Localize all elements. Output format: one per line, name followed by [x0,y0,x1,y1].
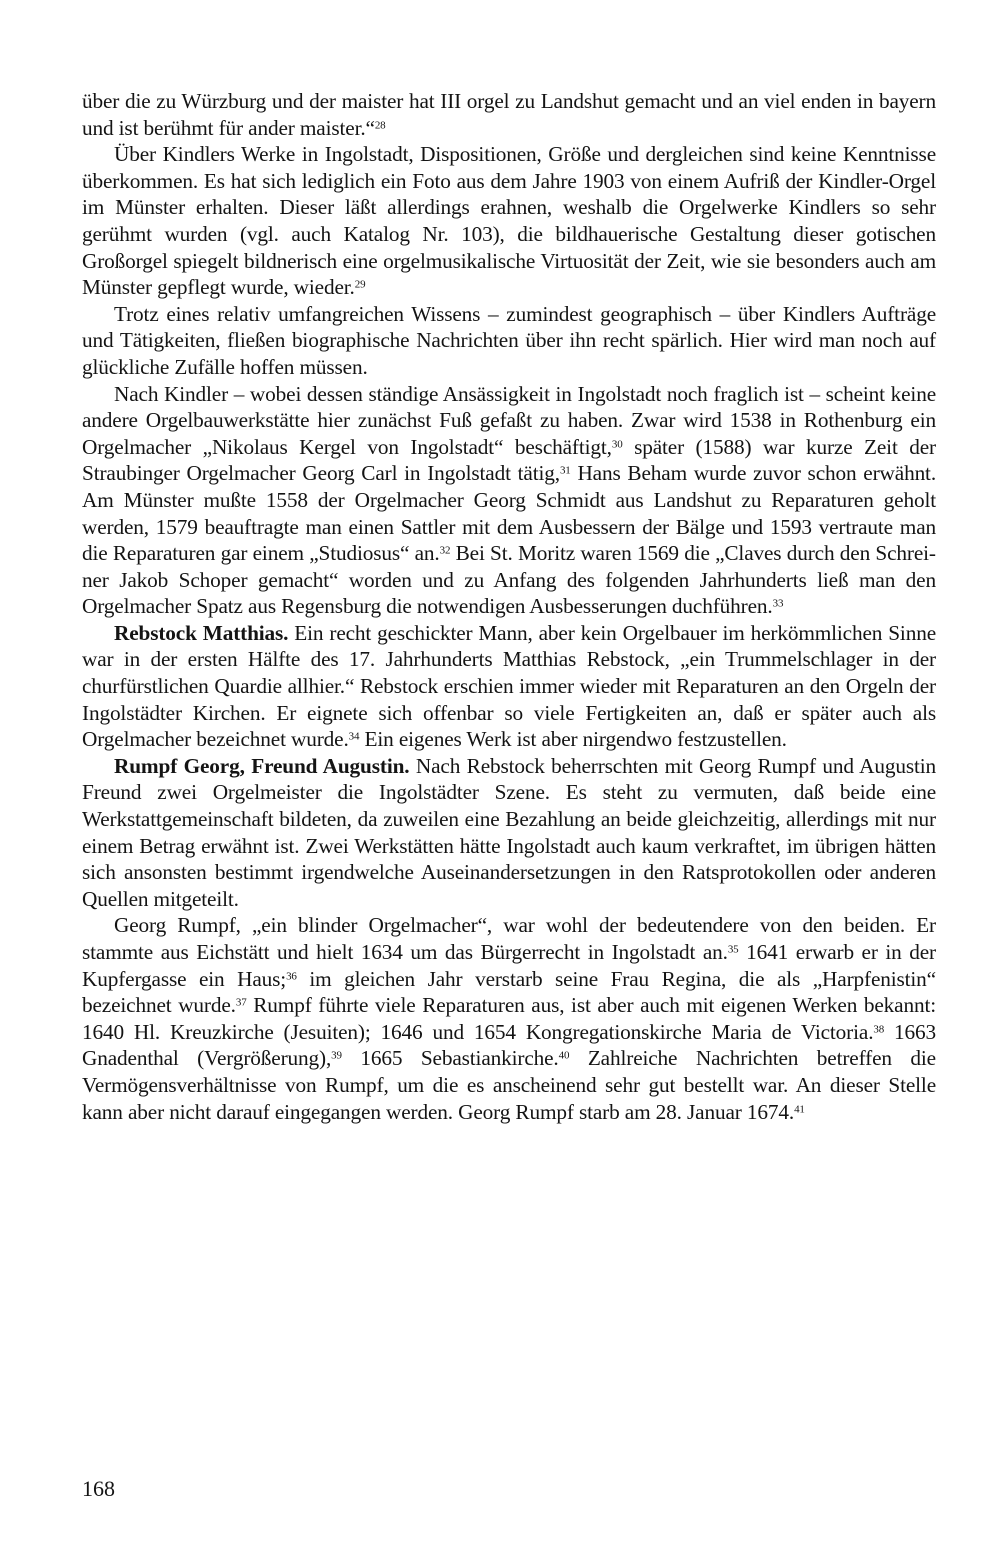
text-run: im gleichen Jahr verstarb seine Frau Regina, die als „Harpfenistin“ bezeichnet wurde. [82,966,936,1018]
text-run: Zahlreiche Nachrichten betreffen die Vermögensverhältnisse von Rumpf, um die es anscheinend sehr gut bestellt war. An dieser Stelle kann aber nicht darauf eingegangen werden. Georg Rumpf starb am 28. Januar 1674. [82,1046,936,1124]
footnote-ref: 41 [794,1102,805,1115]
text-run: Nach Kindler – wobei dessen ständige Ansässigkeit in Ingolstadt noch fraglich ist – scheint keine andere Orgelbauwerkstätte hier zunächst Fuß gefaßt zu haben. Zwar wird 1538 in Rothenburg ein Orgelmacher „Nikolaus Kergel von Ingolstadt“ beschäftigt, [82,381,936,459]
footnote-ref: 29 [354,278,366,291]
text-run: 1665 Sebastiankirche. [341,1046,559,1071]
footnote-ref: 36 [286,970,297,982]
footnote-ref: 31 [559,464,571,477]
footnote-ref: 32 [439,544,451,557]
paragraph [82,912,936,1125]
paragraph [82,381,936,620]
footnote-ref: 35 [727,943,739,956]
footnote-ref: 28 [374,119,386,131]
text-run: Ein eigenes Werk ist aber nirgendwo festzustellen. [359,727,787,752]
footnote-ref: 34 [348,730,360,743]
text-run: Rumpf führte viele Reparaturen aus, ist aber auch mit eigenen Werken bekannt: 1640 Hl. Kreuzkirche (Jesuiten); 1646 und 1654 Kongregationskirche Maria de Victoria. [82,993,936,1044]
text-run: 1663 Gnadenthal (Vergrößerung), [82,1019,937,1071]
text-run: Ein recht geschickter Mann, aber kein Orgelbauer im herkömmlichen Sinne war in der ersten Hälfte des 17. Jahrhunderts Matthias Rebstock, „ein Trummelschlager in der churfürstlichen Quardie allhier.“ Rebstock erschien immer wieder mit Reparaturen an den Orgeln der Ingolstädter Kirchen. Er eignete sich offenbar so viele Fertigkeiten an, daß er später auch als Orgelmacher bezeichnet wurde. [82,620,936,752]
footnote-ref: 37 [235,996,247,1009]
text-run: Über Kindlers Werke in Ingolstadt, Dispositionen, Größe und dergleichen sind keine Kenntnisse überkommen. Es hat sich lediglich ein Foto aus dem Jahre 1903 von einem Aufriß der Kindler-Orgel im Münster erhalten. Dieser läßt allerdings erahnen, weshalb die Orgelwerke Kindlers so sehr gerühmt wurden (vgl. auch Katalog Nr. 103), die bildhauerische Gestaltung dieser gotischen Großorgel spiegelt bildnerisch eine orgelmusikalische Virtuosität der Zeit, wie sie besonders auch am Münster gepflegt wurde, wieder. [82,142,936,300]
text-run: Georg Rumpf, „ein blinder Orgelmacher“, war wohl der bedeutendere von den beiden. Er stammte aus Eichstätt und hielt 1634 um das Bürgerrecht in Ingolstadt an. [82,913,936,964]
footnote-ref: 38 [873,1023,885,1036]
text-run: Nach Rebstock beherrschten mit Georg Rumpf und Augustin Freund zwei Orgelmeister die Ingolstädter Szene. Es steht zu vermuten, daß beide eine Werkstattgemeinschaft bildeten, da zuweilen eine Bezahlung an beide gleichzeitig, allerdings mit nur einem Betrag erwähnt ist. Zwei Werkstätten hätte Ingolstadt auch kaum verkraftet, im übrigen hätten sich ansonsten bestimmt irgendwelche Auseinandersetzungen in den Ratsprotokollen oder anderen Quellen mitgeteilt. [82,753,936,911]
text-run: später (1588) war kurze Zeit der Straubinger Orgelmacher Georg Carl in Ingolstadt tätig, [82,434,936,486]
text-run: 1641 erwarb er in der Kupfergasse ein Haus; [82,940,936,991]
page-number: 168 [82,1476,115,1501]
footnote-ref: 39 [331,1049,342,1062]
text-run: Bei St. Moritz waren 1569 die „Claves durch den Schreiner Jakob Schoper gemacht“ worden und zu Anfang des folgenden Jahrhunderts ließ man den Orgelmacher Spatz aus Regensburg die notwendigen Ausbesserungen duchführen. [82,541,936,619]
entry-heading: Rumpf Georg, Freund Augustin. [114,753,410,778]
text-run: Hans Beham wurde zuvor schon erwähnt. Am Münster mußte 1558 der Orgelmacher Georg Schmidt aus Landshut zu Reparaturen geholt werden, 1579 beauftragte man einen Sattler mit dem Ausbessern der Bälge und 1593 vertraute man die Reparaturen gar einem „Studiosus“ an. [82,461,937,566]
paragraph [82,753,936,913]
text-run: über die zu Würzburg und der maister hat III orgel zu Landshut gemacht und an viel enden in bayern und ist berühmt für ander maister.“ [82,89,936,140]
entry-heading: Rebstock Matthias. [114,620,289,645]
footnote-ref: 30 [611,438,623,451]
paragraph [82,301,936,381]
text-run: Trotz eines relativ umfangreichen Wissens – zumindest geographisch – über Kindlers Aufträge und Tätigkeiten, fließen biographische Nachrichten über ihn recht spärlich. Hier wird man noch auf glückliche Zufälle hoffen müssen. [82,301,936,379]
footnote-ref: 40 [558,1049,570,1062]
paragraph [82,620,936,753]
paragraph [82,141,936,301]
footnote-ref: 33 [772,597,784,610]
paragraph [82,88,936,141]
body-text [82,88,936,1125]
